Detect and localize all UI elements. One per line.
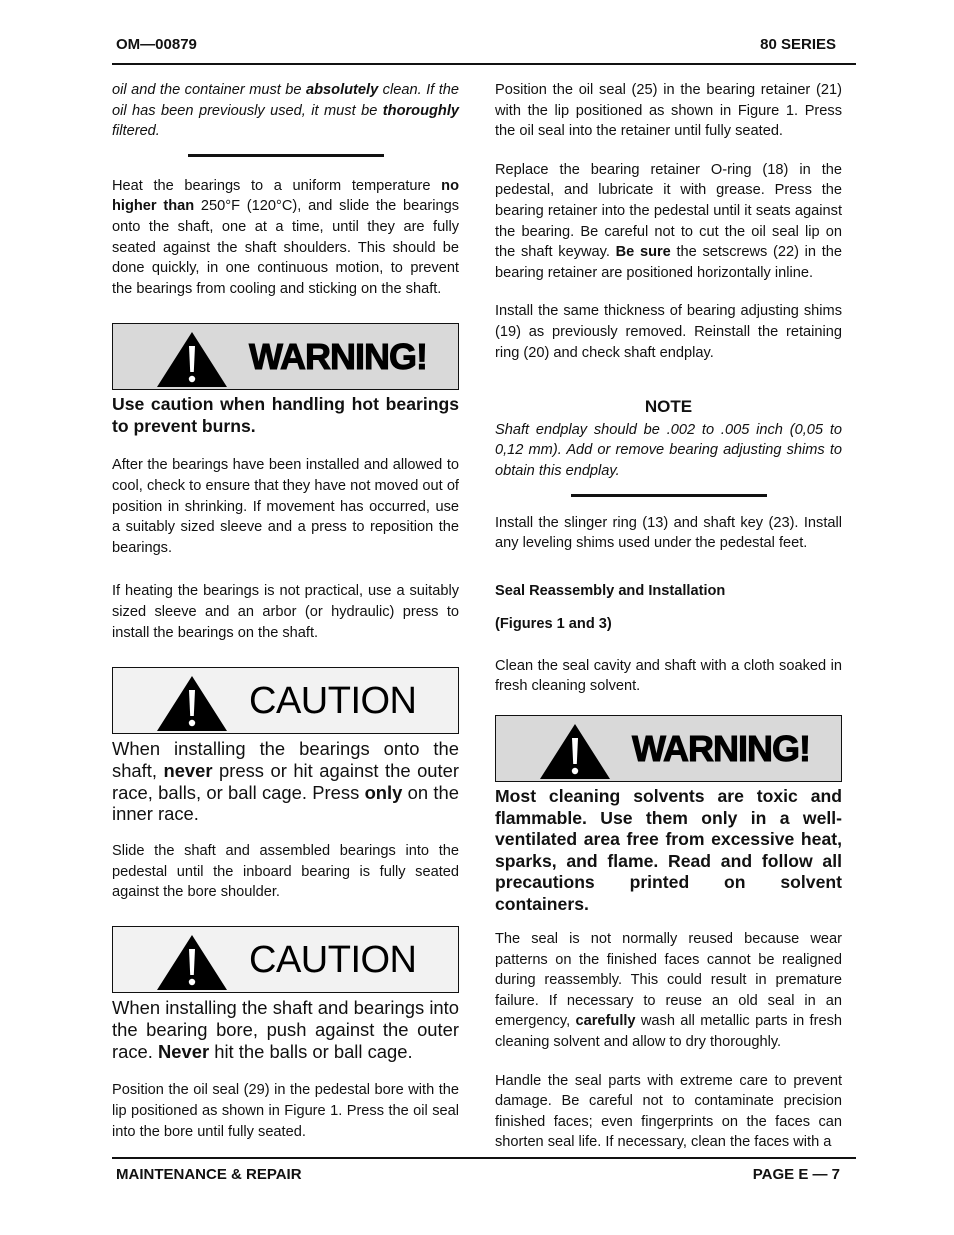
note-text: Shaft endplay should be .002 to .005 inch (0,05 to 0,12 mm). Add or remove bearing adjusting shims to obtain this endplay.: [495, 421, 842, 479]
handle-seal-text: Handle the seal parts with extreme care to prevent damage. Be careful not to contaminate precision finished faces; even fingerprints on the faces can shorten seal life. If necessary, clean the faces with a: [495, 1072, 842, 1151]
doc-number: OM—00879: [116, 36, 197, 53]
seal-reuse-text: The seal is not normally reused because wear patterns on the finished faces cannot be realigned during reassembly. This could result in premature failure. If necessary to reuse an old seal in an emergency, carefully wash all metallic parts in fresh cleaning solvent and allow to dry thoroughly.: [495, 931, 842, 1051]
heat-bearings-text: Heat the bearings to a uniform temperature no higher than 250°F (120°C), and slide the bearings onto the shaft, one at a time, until they are fully seated against the shaft shoulders. This should be done quickly, in one continuous motion, to prevent the bearings from cooling and sticking on the shaft.: [112, 177, 459, 297]
footer-section: MAINTENANCE & REPAIR: [116, 1166, 302, 1183]
warning-banner: [495, 715, 842, 782]
exclamation-triangle-icon: [155, 674, 229, 732]
warning-message: Use caution when handling hot bearings to prevent burns.: [112, 394, 459, 436]
caution-banner: [112, 667, 459, 734]
warning-label: WARNING!: [249, 336, 427, 378]
exclamation-triangle-icon: [538, 722, 612, 780]
caution-message: When installing the shaft and bearings into the bearing bore, push against the outer race. Never hit the balls or ball cage.: [112, 997, 459, 1062]
left-column: [112, 80, 459, 1142]
oil-seal-retainer-text: Position the oil seal (25) in the bearing retainer (21) with the lip positioned as shown in Figure 1. Press the oil seal into the retainer until fully seated.: [495, 82, 842, 140]
shims-text: Install the same thickness of bearing adjusting shims (19) as previously removed. Reinstall the retaining ring (20) and check shaft endplay.: [495, 303, 842, 361]
footer-rule: [112, 1157, 856, 1159]
note-title: NOTE: [644, 397, 693, 417]
warning-banner: [112, 323, 459, 390]
caution-banner: [112, 926, 459, 993]
clean-cavity-text: Clean the seal cavity and shaft with a cloth soaked in fresh cleaning solvent.: [495, 657, 842, 695]
bearing-check-text: After the bearings have been installed and allowed to cool, check to ensure that they have not moved out of position in shrinking. If movement has occurred, use a suitably sized sleeve and a press to reposition the bearings.: [112, 457, 459, 556]
warning-label: WARNING!: [632, 728, 810, 770]
caution-label: CAUTION: [249, 680, 417, 723]
oil-cleanliness-text: oil and the container must be absolutely clean. If the oil has been previously used, it must be thoroughly filtered.: [112, 82, 459, 140]
sleeve-press-text: If heating the bearings is not practical, use a suitably sized sleeve and an arbor (or hydraulic) press to install the bearings on the shaft.: [112, 583, 459, 641]
oil-seal-pedestal-text: Position the oil seal (29) in the pedestal bore with the lip positioned as shown in Figure 1. Press the oil seal into the bore until fully seated.: [112, 1082, 459, 1140]
caution-label: CAUTION: [249, 939, 417, 982]
series-label: 80 SERIES: [760, 36, 836, 53]
right-column: [495, 80, 842, 1153]
header-rule: [112, 63, 856, 65]
exclamation-triangle-icon: [155, 933, 229, 991]
bearing-retainer-text: Replace the bearing retainer O-ring (18) in the pedestal, and lubricate it with grease. Press the bearing retainer into the pedestal until it seats against the bearing. Be careful not to cut the oil seal lip on the shaft keyway. Be sure the setscrews (22) in the bearing retainer are positioned horizontally inline.: [495, 161, 842, 281]
section-heading: Seal Reassembly and Installation: [495, 582, 726, 599]
exclamation-triangle-icon: [155, 330, 229, 388]
slide-shaft-text: Slide the shaft and assembled bearings into the pedestal until the inboard bearing is fully seated against the bore shoulder.: [112, 843, 459, 901]
section-figures: (Figures 1 and 3): [495, 616, 612, 633]
slinger-ring-text: Install the slinger ring (13) and shaft key (23). Install any leveling shims used under the pedestal feet.: [495, 514, 842, 552]
warning-message: Most cleaning solvents are toxic and flammable. Use them only in a well-ventilated area free from excessive heat, sparks, and flame. Read and follow all precautions printed on solvent containers.: [495, 786, 842, 914]
caution-message: When installing the bearings onto the shaft, never press or hit against the outer race, balls, or ball cage. Press only on the inner race.: [112, 738, 460, 825]
page-number: PAGE E — 7: [752, 1166, 840, 1183]
